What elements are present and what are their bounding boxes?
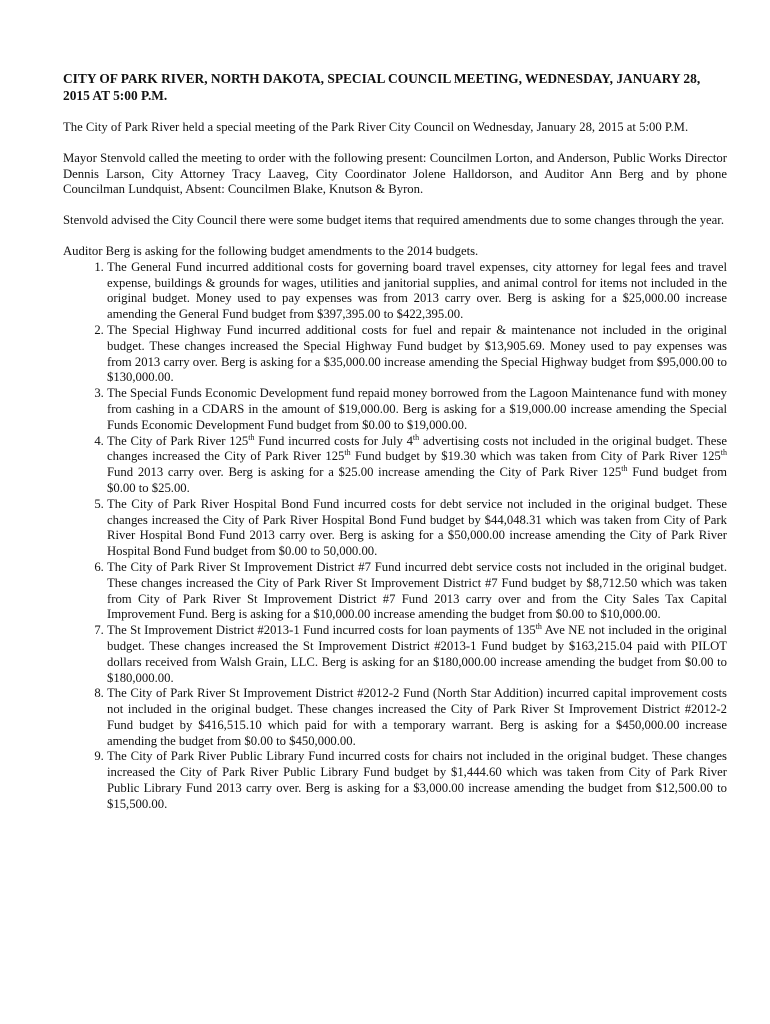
item-4-text-d: Fund budget by $19.30 which was taken from City of Park River 125 [350, 449, 721, 464]
item-4-sup-e: th [621, 463, 628, 473]
document-title: CITY OF PARK RIVER, NORTH DAKOTA, SPECIAL COUNCIL MEETING, WEDNESDAY, JANUARY 28, 2015 AT 5:00 P.M. [63, 71, 701, 103]
attendance-paragraph: Mayor Stenvold called the meeting to order with the following present: Councilmen Lorton, and Anderson, Public Works Director Dennis Larson, City Attorney Tracy Laaveg, City Coordinator Jolene Halldorson, and Auditor Ann Berg and by phone Councilman Lundquist, Absent: Councilmen Blake, Knutson & Byron. [63, 150, 727, 197]
intro-paragraph: The City of Park River held a special meeting of the Park River City Council on Wednesday, January 28, 2015 at 5:00 P.M. [63, 120, 689, 134]
list-item-3: 3. The Special Funds Economic Development fund repaid money borrowed from the Lagoon Maintenance fund with money from cashing in a CDARS in the amount of $19,000.00. Berg is asking for a $19,000.00 increase amending the Special Funds Economic Development Fund budget from $0.00 to $19,000.00. [107, 386, 727, 433]
list-item-4 [107, 434, 727, 497]
advised-paragraph: Stenvold advised the City Council there were some budget items that required amendments due to some changes through the year. [63, 213, 724, 228]
item-4-sup-b: th [412, 432, 420, 442]
item-7-text-b: Ave NE not included in the original budget. These changes increased the St Improvement District #2013-1 Fund budget by $163,215.04 paid with PILOT dollars received from Walsh Grain, LLC. Berg is asking for an $180,000.00 increase amending the budget from $0.00 to $180,000.00. [107, 623, 727, 685]
list-item-1: 1. The General Fund incurred additional costs for governing board travel expenses, city attorney for legal fees and travel expense, buildings & grounds for wages, utilities and janitorial supplies, and animal control for items not included in the original budget. Money used to pay expenses was from 2013 carry over. Berg is asking for a $25,000.00 increase amending the General Fund budget from $397,395.00 to $422,395.00. [107, 260, 727, 323]
list-intro: Auditor Berg is asking for the following budget amendments to the 2014 budgets. [63, 243, 479, 258]
item-4-sup-a: th [248, 432, 255, 442]
list-item-5: 5. The City of Park River Hospital Bond Fund incurred costs for debt service not included in the original budget. These changes increased the City of Park River Hospital Bond Fund budget by $44,048.31 which was taken from City of Park River Hospital Bond Fund 2013 carry over. Berg is asking for a $50,000.00 increase amending the City of Park River Hospital Bond Fund budget from $0.00 to 50,000.00. [107, 497, 727, 560]
item-4-text-b: Fund incurred costs for July 4 [254, 433, 413, 448]
list-item-9: 9. The City of Park River Public Library Fund incurred costs for chairs not included in the original budget. These changes increased the City of Park River Public Library Fund budget by $1,444.60 which was taken from City of Park River Public Library Fund 2013 carry over. Berg is asking for a $3,000.00 increase amending the budget from $12,500.00 to $15,500.00. [107, 749, 727, 812]
list-item-2: 2. The Special Highway Fund incurred additional costs for fuel and repair & maintenance not included in the original budget. These changes increased the Special Highway Fund budget by $13,905.69. Money used to pay expenses was from 2013 carry over. Berg is asking for a $35,000.00 increase amending the Special Highway budget from $95,000.00 to $130,000.00. [107, 323, 727, 386]
document-page [63, 70, 727, 813]
list-item-6: 6. The City of Park River St Improvement District #7 Fund incurred debt service costs not included in the original budget. These changes increased the City of Park River St Improvement District #7 Fund budget by $8,712.50 which was taken from City of Park River St Improvement District #7 Fund 2013 carry over and from the City Sales Tax Capital Improvement Fund. Berg is asking for a $10,000.00 increase amending the budget from $0.00 to $10,000.00. [107, 560, 727, 623]
item-7-text-a: The St Improvement District #2013-1 Fund incurred costs for loan payments of 135 [107, 623, 536, 638]
list-item-7 [107, 623, 727, 686]
item-4-text-c: advertising costs not included in the original budget. These changes increased the City of Park River 125 [107, 433, 727, 464]
list-item-8: 8. The City of Park River St Improvement District #2012-2 Fund (North Star Addition) incurred capital improvement costs not included in the original budget. These changes increased the City of Park River St Improvement District #2012-2 Fund budget by $416,515.10 which paid for with a temporary warrant. Berg is asking for a $450,000.00 increase amending the budget from $0.00 to $450,000.00. [107, 686, 727, 749]
item-4-text-e: Fund 2013 carry over. Berg is asking for a $25.00 increase amending the City of Park River 125 [107, 465, 622, 480]
amendments-list [63, 260, 727, 813]
item-4-text-f: Fund budget from $0.00 to $25.00. [107, 465, 727, 495]
item-4-sup-c: th [344, 448, 351, 458]
item-7-sup-a: th [535, 621, 542, 631]
item-4-sup-d: th [720, 448, 727, 458]
item-4-text-a: The City of Park River 125 [107, 433, 249, 448]
